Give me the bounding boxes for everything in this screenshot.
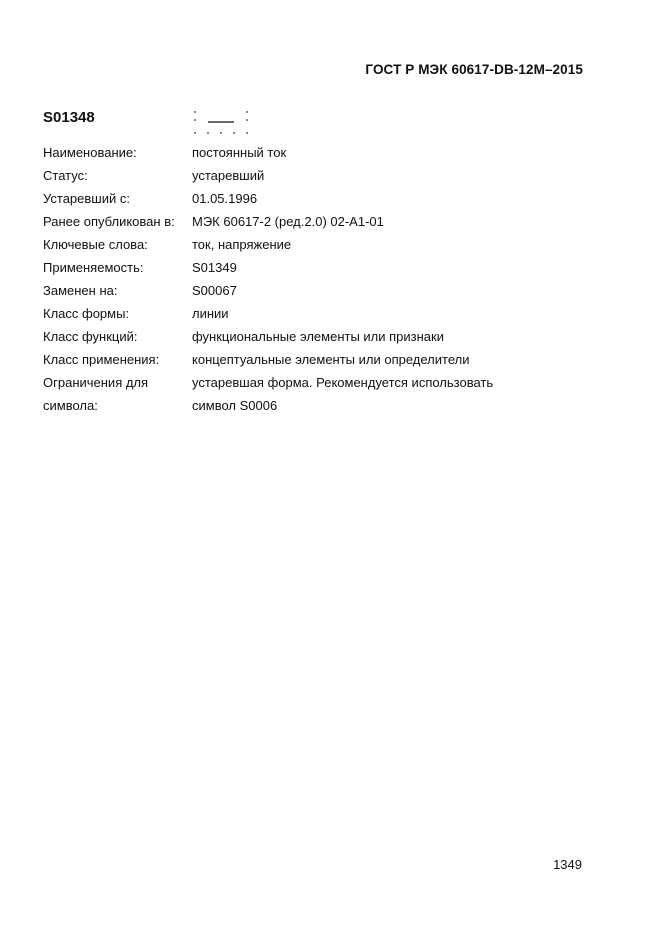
property-label: символа: [43, 398, 98, 413]
property-value: устаревшая форма. Рекомендуется использовать [192, 375, 494, 390]
property-label: Применяемость: [43, 260, 144, 275]
property-value: ток, напряжение [192, 237, 292, 252]
property-label: Класс функций: [43, 329, 138, 344]
property-label: Ключевые слова: [43, 237, 148, 252]
property-label: Класс применения: [43, 352, 160, 367]
direct-current-symbol-icon [190, 108, 252, 138]
property-value: S00067 [192, 283, 237, 298]
symbol-code: S01348 [43, 109, 95, 126]
property-row-application-class [43, 348, 563, 371]
property-value: устаревший [192, 168, 265, 183]
property-label: Ограничения для [43, 375, 149, 390]
property-label: Устаревший с: [43, 191, 130, 206]
property-row-restrictions-line-1 [43, 371, 563, 394]
property-value: функциональные элементы или признаки [192, 329, 444, 344]
property-row-restrictions-line-2 [43, 394, 563, 417]
page-number: 1349 [553, 857, 582, 872]
property-row-keywords [43, 233, 563, 256]
property-value: концептуальные элементы или определители [192, 352, 470, 367]
page-header-standard: ГОСТ Р МЭК 60617-DB-12M–2015 [365, 62, 583, 77]
property-row-shape-class [43, 302, 563, 325]
property-value: МЭК 60617-2 (ред.2.0) 02-А1-01 [192, 214, 384, 229]
property-value: символ S0006 [192, 398, 278, 413]
property-row-obsolete-since [43, 187, 563, 210]
property-row-replaced-by [43, 279, 563, 302]
property-label: Заменен на: [43, 283, 118, 298]
property-row-name [43, 141, 563, 164]
property-row-applicability [43, 256, 563, 279]
property-row-status [43, 164, 563, 187]
property-value: линии [192, 306, 229, 321]
property-label: Ранее опубликован в: [43, 214, 175, 229]
property-value: 01.05.1996 [192, 191, 258, 206]
property-value: постоянный ток [192, 145, 287, 160]
property-label: Наименование: [43, 145, 137, 160]
property-value: S01349 [192, 260, 237, 275]
property-row-function-class [43, 325, 563, 348]
property-label: Класс формы: [43, 306, 130, 321]
property-row-previously-published [43, 210, 563, 233]
property-label: Статус: [43, 168, 88, 183]
symbol-properties-list [43, 141, 563, 417]
